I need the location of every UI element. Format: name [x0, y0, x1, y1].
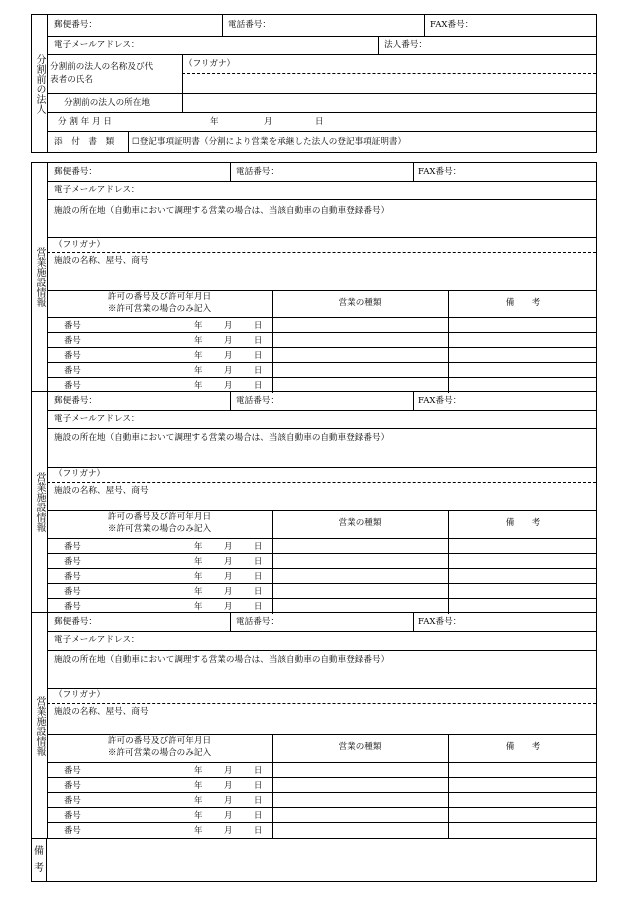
- business-type-header: 営業の種類: [338, 298, 382, 308]
- permit-row-month: 月: [224, 350, 233, 360]
- permit-row-year: 年: [194, 765, 203, 775]
- permit-row-day: 日: [254, 765, 263, 775]
- permit-row-day: 日: [254, 541, 263, 551]
- permit-row-year: 年: [194, 586, 203, 596]
- facility-furigana-label: （フリガナ）: [54, 240, 106, 250]
- permit-row-year: 年: [194, 350, 203, 360]
- remarks-column-header: 備 考: [505, 742, 541, 752]
- split-date-year: 年: [210, 117, 219, 127]
- permit-row-number: 番号: [64, 586, 81, 596]
- corp-name-label-line1: 分割前の法人の名称及び代: [50, 62, 154, 72]
- facility-address-label: 施設の所在地（自動車において調理する営業の場合は、当該自動車の自動車登録番号）: [54, 655, 390, 665]
- corp-fax-label: FAX番号：: [430, 20, 474, 30]
- permit-row-year: 年: [194, 780, 203, 790]
- facility-email-label: 電子メールアドレス：: [54, 635, 140, 645]
- attachment-label: 添 付 書 類: [54, 137, 115, 147]
- permit-row-day: 日: [254, 365, 263, 375]
- facility-postal-label: 郵便番号：: [54, 396, 97, 406]
- facility-fax-label: FAX番号：: [418, 617, 462, 627]
- permit-row-month: 月: [224, 810, 233, 820]
- facility-address-label: 施設の所在地（自動車において調理する営業の場合は、当該自動車の自動車登録番号）: [54, 206, 390, 216]
- permit-row-day: 日: [254, 795, 263, 805]
- permit-row-year: 年: [194, 601, 203, 611]
- permit-row-year: 年: [194, 825, 203, 835]
- permit-row-number: 番号: [64, 810, 81, 820]
- facility-email-label: 電子メールアドレス：: [54, 185, 140, 195]
- permit-header-line1: 許可の番号及び許可年月日: [107, 512, 212, 522]
- permit-row-month: 月: [224, 825, 233, 835]
- permit-row-day: 日: [254, 810, 263, 820]
- permit-row-number: 番号: [64, 541, 81, 551]
- permit-row-month: 月: [224, 571, 233, 581]
- pre-split-corporation-section: [31, 14, 597, 153]
- business-type-header: 営業の種類: [338, 742, 382, 752]
- facility-phone-label: 電話番号：: [236, 167, 279, 177]
- permit-row-year: 年: [194, 320, 203, 330]
- permit-row-year: 年: [194, 380, 203, 390]
- remarks-section: [31, 838, 597, 882]
- permit-row-year: 年: [194, 556, 203, 566]
- facility-info-section-3: [31, 612, 597, 839]
- permit-header-line1: 許可の番号及び許可年月日: [107, 292, 212, 302]
- permit-row-year: 年: [194, 541, 203, 551]
- permit-row-day: 日: [254, 825, 263, 835]
- permit-row-year: 年: [194, 795, 203, 805]
- permit-header-line2: ※許可営業の場合のみ記入: [107, 524, 212, 534]
- permit-header-line2: ※許可営業の場合のみ記入: [107, 304, 212, 314]
- permit-row-number: 番号: [64, 571, 81, 581]
- facility-side-label: 営業施設情報: [32, 613, 48, 838]
- facility-name-label: 施設の名称、屋号、商号: [54, 256, 149, 266]
- corp-phone-label: 電話番号：: [228, 20, 271, 30]
- corp-address-label: 分割前の法人の所在地: [64, 98, 150, 108]
- permit-row-day: 日: [254, 556, 263, 566]
- facility-address-label: 施設の所在地（自動車において調理する営業の場合は、当該自動車の自動車登録番号）: [54, 433, 390, 443]
- facility-furigana-label: （フリガナ）: [54, 690, 106, 700]
- facility-fax-label: FAX番号：: [418, 167, 462, 177]
- permit-row-number: 番号: [64, 825, 81, 835]
- permit-row-month: 月: [224, 795, 233, 805]
- facility-side-label: 営業施設情報: [32, 392, 48, 612]
- permit-row-month: 月: [224, 541, 233, 551]
- corp-number-label: 法人番号：: [384, 40, 427, 50]
- permit-row-month: 月: [224, 380, 233, 390]
- permit-row-year: 年: [194, 335, 203, 345]
- facility-fax-label: FAX番号：: [418, 396, 462, 406]
- permit-row-year: 年: [194, 571, 203, 581]
- corp-furigana-label: （フリガナ）: [184, 59, 236, 69]
- corp-email-label: 電子メールアドレス：: [54, 40, 140, 50]
- attachment-checkbox-registry-certificate[interactable]: ☐登記事項証明書（分割により営業を承継した法人の登記事項証明書）: [132, 137, 407, 147]
- remarks-column-header: 備 考: [505, 518, 541, 528]
- permit-row-year: 年: [194, 810, 203, 820]
- business-type-header: 営業の種類: [338, 518, 382, 528]
- permit-row-day: 日: [254, 571, 263, 581]
- permit-row-day: 日: [254, 780, 263, 790]
- remarks-column-header: 備 考: [505, 298, 541, 308]
- permit-row-number: 番号: [64, 795, 81, 805]
- permit-row-year: 年: [194, 365, 203, 375]
- permit-row-day: 日: [254, 586, 263, 596]
- pre-split-corporation-side-label: 分割前の法人: [32, 15, 48, 152]
- remarks-side-label: [32, 839, 47, 881]
- permit-header-line1: 許可の番号及び許可年月日: [107, 736, 212, 746]
- permit-row-month: 月: [224, 765, 233, 775]
- facility-phone-label: 電話番号：: [236, 396, 279, 406]
- facility-side-label: 営業施設情報: [32, 163, 48, 391]
- split-date-label: 分 割 年 月 日: [58, 117, 112, 127]
- permit-row-month: 月: [224, 780, 233, 790]
- permit-row-number: 番号: [64, 320, 81, 330]
- permit-row-number: 番号: [64, 765, 81, 775]
- facility-phone-label: 電話番号：: [236, 617, 279, 627]
- permit-row-number: 番号: [64, 601, 81, 611]
- facility-name-label: 施設の名称、屋号、商号: [54, 707, 149, 717]
- remarks-side-char-2: 考: [34, 863, 44, 874]
- corp-postal-label: 郵便番号：: [54, 20, 97, 30]
- facility-postal-label: 郵便番号：: [54, 617, 97, 627]
- permit-row-number: 番号: [64, 780, 81, 790]
- facility-name-label: 施設の名称、屋号、商号: [54, 486, 149, 496]
- permit-row-day: 日: [254, 335, 263, 345]
- permit-row-day: 日: [254, 380, 263, 390]
- permit-row-month: 月: [224, 556, 233, 566]
- permit-row-month: 月: [224, 586, 233, 596]
- facility-postal-label: 郵便番号：: [54, 167, 97, 177]
- permit-row-number: 番号: [64, 365, 81, 375]
- permit-row-month: 月: [224, 320, 233, 330]
- permit-row-month: 月: [224, 365, 233, 375]
- permit-row-number: 番号: [64, 380, 81, 390]
- permit-row-number: 番号: [64, 335, 81, 345]
- split-date-month: 月: [264, 117, 273, 127]
- permit-row-number: 番号: [64, 350, 81, 360]
- permit-row-day: 日: [254, 601, 263, 611]
- facility-email-label: 電子メールアドレス：: [54, 414, 140, 424]
- permit-row-day: 日: [254, 320, 263, 330]
- corp-name-label-line2: 表者の氏名: [50, 75, 93, 85]
- permit-row-month: 月: [224, 601, 233, 611]
- split-date-day: 日: [315, 117, 324, 127]
- permit-row-day: 日: [254, 350, 263, 360]
- permit-row-month: 月: [224, 335, 233, 345]
- facility-info-section-1: [31, 162, 597, 392]
- permit-header-line2: ※許可営業の場合のみ記入: [107, 748, 212, 758]
- facility-info-section-2: [31, 391, 597, 613]
- permit-row-number: 番号: [64, 556, 81, 566]
- facility-furigana-label: （フリガナ）: [54, 469, 106, 479]
- remarks-side-char-1: 備: [34, 846, 44, 857]
